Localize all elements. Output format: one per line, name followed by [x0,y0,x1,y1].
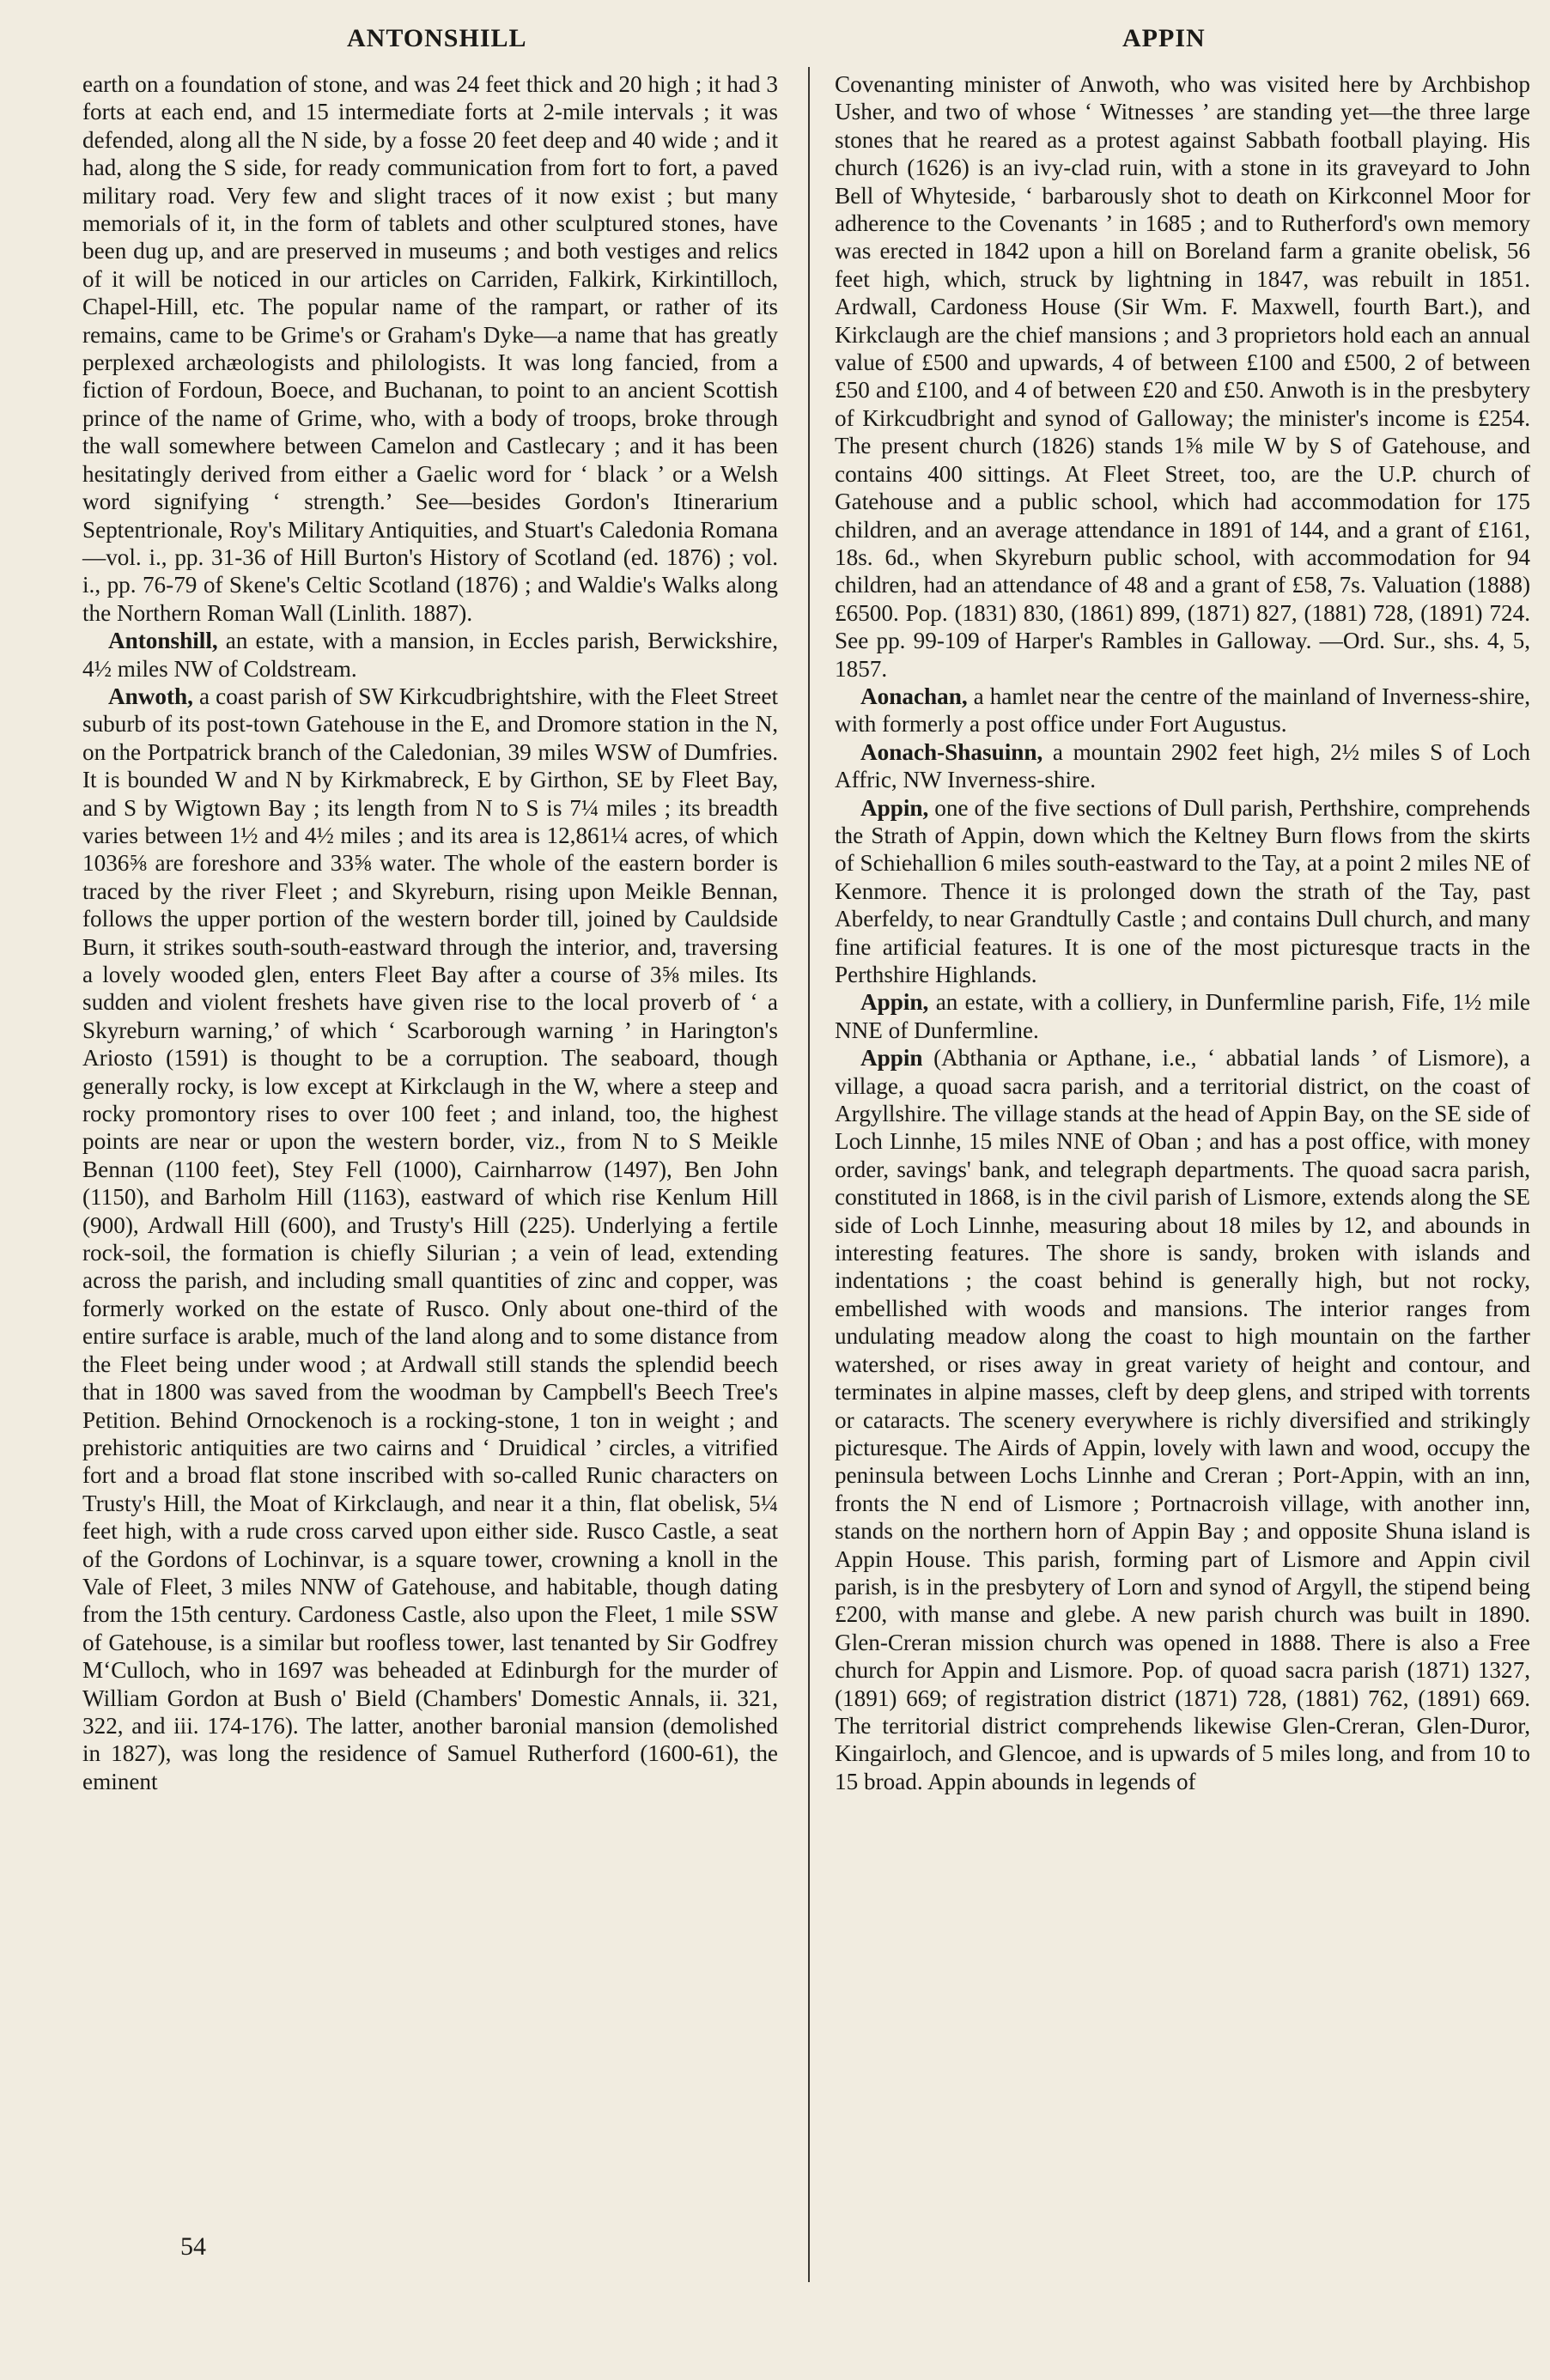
left-running-head: ANTONSHILL [347,24,527,52]
headword: Appin [860,1045,923,1072]
left-column [82,70,778,1795]
entry-aonachan [835,683,1530,738]
entry-continuation: earth on a foundation of stone, and was 24 feet thick and 20 high ; it had 3 forts at each end, and 15 intermediate forts at 2-mile intervals ; it was defended, along all the N side, by a fosse 20 feet deep and 40 wide ; and it had, along the S side, for ready communication from fort to fort, a paved military road. Very few and slight traces of it now exist ; but many memorials of it, in the form of tablets and other sculptured stones, have been dug up, and are preserved in museums ; and both vestiges and relics of it will be noticed in our articles on Carriden, Falkirk, Kirkintilloch, Chapel-Hill, etc. The popular name of the rampart, or rather of its remains, came to be Grime's or Graham's Dyke—a name that has greatly perplexed archæologists and philologists. It was long fancied, from a fiction of Fordoun, Boece, and Buchanan, to point to an ancient Scottish prince of the name of Grime, who, with a body of troops, broke through the wall somewhere between Camelon and Castlecary ; and it has been hesitatingly derived from either a Gaelic word for ‘ black ’ or a Welsh word signifying ‘ strength.’ See—besides Gordon's Itinerarium Septentrionale, Roy's Military Antiquities, and Stuart's Caledonia Romana—vol. i., pp. 31-36 of Hill Burton's History of Scotland (ed. 1876) ; vol. i., pp. 76-79 of Skene's Celtic Scotland (1876) ; and Waldie's Walks along the Northern Roman Wall (Linlith. 1887). [82,71,778,626]
entry-text: an estate, with a colliery, in Dunfermline parish, Fife, 1½ mile NNE of Dunfermline. [835,989,1530,1043]
entry-text: a hamlet near the centre of the mainland of Inverness-shire, with formerly a post office under Fort Augustus. [835,683,1530,738]
column-rule [808,67,810,2282]
entry-text: an estate, with a mansion, in Eccles parish, Berwickshire, 4½ miles NW of Coldstream. [82,628,778,682]
entry-text: one of the five sections of Dull parish, Perthshire, comprehends the Strath of Appin, down which the Keltney Burn flows from the skirts of Schiehallion 6 miles south-eastward to the Tay, at a point 2 miles NE of Kenmore. Thence it is prolonged down the strath of the Tay, past Aberfeldy, to near Grandtully Castle ; and contains Dull church, and many fine artificial features. It is one of the most picturesque tracts in the Perthshire Highlands. [835,794,1530,987]
headword: Aonach-Shasuinn, [860,738,1043,765]
entry-appin-perthshire [835,794,1530,989]
entry-antonshill [82,627,778,683]
headword: Appin, [860,989,929,1016]
right-column [835,70,1530,1795]
entry-anwoth [82,683,778,1795]
entry-appin-fife [835,988,1530,1044]
headword: Antonshill, [108,628,218,654]
entry-text: (Abthania or Apthane, i.e., ‘ abbatial lands ’ of Lismore), a village, a quoad sacra parish, and a territorial district, on the coast of Argyllshire. The village stands at the head of Appin Bay, on the SE side of Loch Linnhe, 15 miles NNE of Oban ; and has a post office, with money order, savings' bank, and telegraph departments. The quoad sacra parish, constituted in 1868, is in the civil parish of Lismore, extends along the SE side of Loch Linnhe, measuring about 18 miles by 12, and abounds in interesting features. The shore is sandy, broken with islands and indentations ; the coast behind is generally high, but not rocky, embellished with woods and mansions. The interior ranges from undulating meadow along the coast to high mountain on the farther watershed, or rises away in great variety of height and contour, and terminates in alpine masses, cleft by deep glens, and striped with torrents or cataracts. The scenery everywhere is richly diversified and strikingly picturesque. The Airds of Appin, lovely with lawn and wood, occupy the peninsula between Lochs Linnhe and Creran ; Port-Appin, with an inn, fronts the N end of Lismore ; Portnacroish village, with another inn, stands on the northern horn of Appin Bay ; and opposite Shuna island is Appin House. This parish, forming part of Lismore and Appin civil parish, is in the presbytery of Lorn and synod of Argyll, the stipend being £200, with manse and glebe. A new parish church was built in 1890. Glen-Creran mission church was opened in 1888. There is also a Free church for Appin and Lismore. Pop. of quoad sacra parish (1871) 1327, (1891) 669; of registration district (1871) 728, (1881) 762, (1891) 669. The territorial district comprehends likewise Glen-Creran, Glen-Duror, Kingairloch, and Glencoe, and is upwards of 5 miles long, and from 10 to 15 broad. Appin abounds in legends of [835,1045,1530,1794]
headword: Anwoth, [108,683,193,709]
headword: Appin, [860,794,929,821]
entry-text: a coast parish of SW Kirkcudbrightshire, with the Fleet Street suburb of its post-town Gatehouse in the E, and Dromore station in the N, on the Portpatrick branch of the Caledonian, 39 miles WSW of Dumfries. It is bounded W and N by Kirkmabreck, E by Girthon, SE by Fleet Bay, and S by Wigtown Bay ; its length from N to S is 7¼ miles ; its breadth varies between 1½ and 4½ miles ; and its area is 12,861¼ acres, of which 1036⅝ are foreshore and 33⅝ water. The whole of the eastern border is traced by the river Fleet ; and Skyreburn, rising upon Meikle Bennan, follows the upper portion of the western border till, joined by Cauldside Burn, it strikes south-south-eastward through the interior, and, traversing a lovely wooded glen, enters Fleet Bay after a course of 3⅝ miles. Its sudden and violent freshets have given rise to the local proverb of ‘ a Skyreburn warning,’ of which ‘ Scarborough warning ’ in Harington's Ariosto (1591) is thought to be a corruption. The seaboard, though generally rocky, is low except at Kirkclaugh in the W, where a steep and rocky promontory rises to over 100 feet ; and inland, too, the highest points are near or upon the western border, viz., from N to S Meikle Bennan (1100 feet), Stey Fell (1000), Cairnharrow (1497), Ben John (1150), and Barholm Hill (1163), eastward of which rise Kenlum Hill (900), Ardwall Hill (600), and Trusty's Hill (225). Underlying a fertile rock-soil, the formation is chiefly Silurian ; a vein of lead, extending across the parish, and including small quantities of zinc and copper, was formerly worked on the estate of Rusco. Only about one-third of the entire surface is arable, much of the land along and to some distance from the Fleet being under wood ; at Ardwall still stands the splendid beech that in 1800 was saved from the woodman by Campbell's Beech Tree's Petition. Behind Ornockenoch is a rocking-stone, 1 ton in weight ; and prehistoric antiquities are two cairns and ‘ Druidical ’ circles, a vitrified fort and a broad flat stone inscribed with so-called Runic characters on Trusty's Hill, the Moat of Kirkclaugh, and near it a thin, flat obelisk, 5¼ feet high, with a rude cross carved upon either side. Rusco Castle, a seat of the Gordons of Lochinvar, is a square tower, crowning a knoll in the Vale of Fleet, 3 miles NNW of Gatehouse, and habitable, though dating from the 15th century. Cardoness Castle, also upon the Fleet, 1 mile SSW of Gatehouse, is a similar but roofless tower, last tenanted by Sir Godfrey M‘Culloch, who in 1697 was beheaded at Edinburgh for the murder of William Gordon at Bush o' Bield (Chambers' Domestic Annals, ii. 321, 322, and iii. 174-176). The latter, another baronial mansion (demolished in 1827), was long the residence of Samuel Rutherford (1600-61), the eminent [82,683,778,1794]
entry-aonach-shasuinn [835,738,1530,794]
headword: Aonachan, [860,683,968,709]
page-number: 54 [180,2232,206,2261]
right-running-head: APPIN [1122,24,1206,52]
entry-continuation: Covenanting minister of Anwoth, who was visited here by Archbishop Usher, and two of whose ‘ Witnesses ’ are standing yet—the three large stones that he reared as a protest against Sabbath football playing. His church (1626) is an ivy-clad ruin, with a stone in its graveyard to John Bell of Whyteside, ‘ barbarously shot to death on Kirkconnel Moor for adherence to the Covenants ’ in 1685 ; and to Rutherford's own memory was erected in 1842 upon a hill on Boreland farm a granite obelisk, 56 feet high, which, struck by lightning in 1847, was rebuilt in 1851. Ardwall, Cardoness House (Sir Wm. F. Maxwell, fourth Bart.), and Kirkclaugh are the chief mansions ; and 3 proprietors hold each an annual value of £500 and upwards, 4 of between £100 and £500, 2 of between £50 and £100, and 4 of between £20 and £50. Anwoth is in the presbytery of Kirkcudbright and synod of Galloway; the minister's income is £254. The present church (1826) stands 1⅝ mile W by S of Gatehouse, and contains 400 sittings. At Fleet Street, too, are the U.P. church of Gatehouse and a public school, which had accommodation for 175 children, and an average attendance in 1891 of 144, and a grant of £161, 18s. 6d., when Skyreburn public school, with accommodation for 94 children, had an attendance of 48 and a grant of £58, 7s. Valuation (1888) £6500. Pop. (1831) 830, (1861) 899, (1871) 827, (1881) 728, (1891) 724. See pp. 99-109 of Harper's Rambles in Galloway. —Ord. Sur., shs. 4, 5, 1857. [835,71,1530,682]
entry-appin-argyllshire [835,1044,1530,1795]
entry-text: a mountain 2902 feet high, 2½ miles S of Loch Affric, NW Inverness-shire. [835,738,1530,793]
